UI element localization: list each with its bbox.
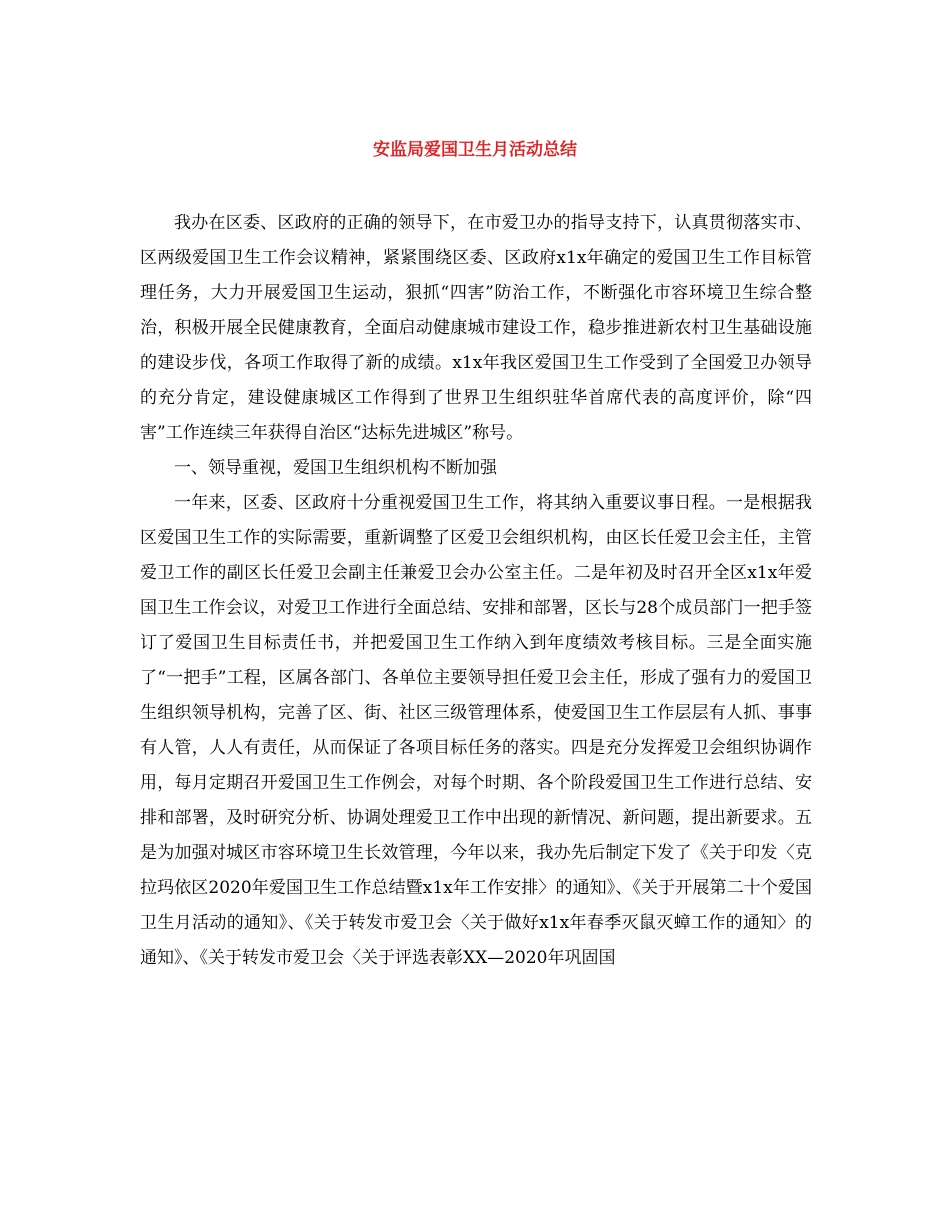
paragraph-intro: 我办在区委、区政府的正确的领导下，在市爱卫办的指导支持下，认真贯彻落实市、区两级爱国卫生工作会议精神，紧紧围绕区委、区政府x1x年确定的爱国卫生工作目标管理任务，大力开展爱国卫生运动，狠抓“四害”防治工作，不断强化市容环境卫生综合整治，积极开展全民健康教育，全面启动健康城市建设工作，稳步推进新农村卫生基础设施的建设步伐，各项工作取得了新的成绩。x1x年我区爱国卫生工作受到了全国爱卫办领导的充分肯定，建设健康城区工作得到了世界卫生组织驻华首席代表的高度评价，除“四害”工作连续三年获得自治区“达标先进城区”称号。: [140, 213, 812, 443]
document-title: 安监局爱国卫生月活动总结: [373, 140, 577, 160]
section-heading-1: 一、领导重视，爱国卫生组织机构不断加强: [174, 458, 497, 478]
document-body: [140, 206, 812, 976]
paragraph-section-1: 一年来，区委、区政府十分重视爱国卫生工作，将其纳入重要议事日程。一是根据我区爱国卫生工作的实际需要，重新调整了区爱卫会组织机构，由区长任爱卫会主任，主管爱卫工作的副区长任爱卫会副主任兼爱卫会办公室主任。二是年初及时召开全区x1x年爱国卫生工作会议，对爱卫工作进行全面总结、安排和部署，区长与28个成员部门一把手签订了爱国卫生目标责任书，并把爱国卫生工作纳入到年度绩效考核目标。三是全面实施了“一把手”工程，区属各部门、各单位主要领导担任爱卫会主任，形成了强有力的爱国卫生组织领导机构，完善了区、街、社区三级管理体系，使爱国卫生工作层层有人抓、事事有人管，人人有责任，从而保证了各项目标任务的落实。四是充分发挥爱卫会组织协调作用，每月定期召开爱国卫生工作例会，对每个时期、各个阶段爱国卫生工作进行总结、安排和部署，及时研究分析、协调处理爱卫工作中出现的新情况、新问题，提出新要求。五是为加强对城区市容环境卫生长效管理，今年以来，我办先后制定下发了《关于印发〈克拉玛依区2020年爱国卫生工作总结暨x1x年工作安排〉的通知》、《关于开展第二十个爱国卫生月活动的通知》、《关于转发市爱卫会〈关于做好x1x年春季灭鼠灭蟑工作的通知〉的通知》、《关于转发市爱卫会〈关于评选表彰XX—2020年巩固国: [140, 493, 812, 968]
